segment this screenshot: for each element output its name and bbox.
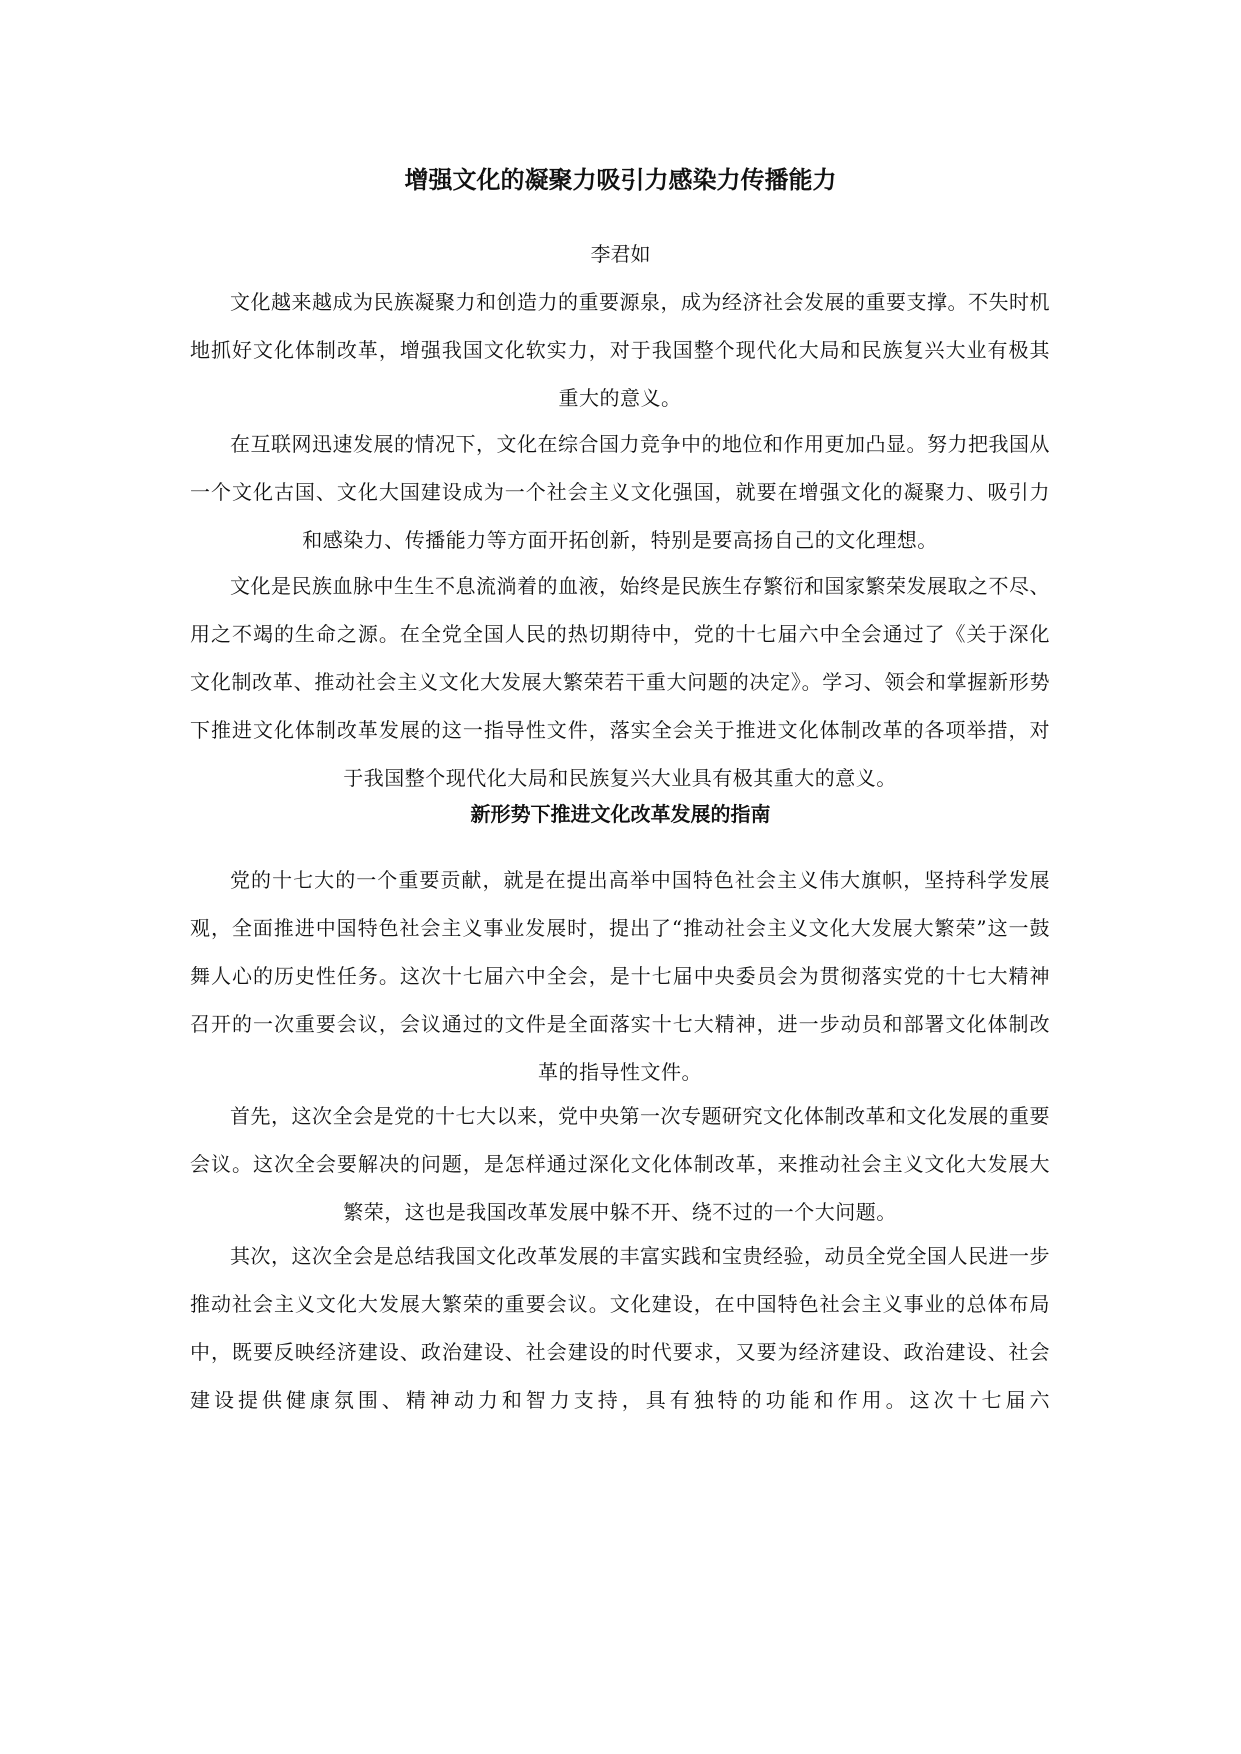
paragraph-intro-2: 在互联网迅速发展的情况下，文化在综合国力竞争中的地位和作用更加凸显。努力把我国从一个文化古国、文化大国建设成为一个社会主义文化强国，就要在增强文化的凝聚力、吸引力和感染力、传播能力等方面开拓创新，特别是要高扬自己的文化理想。 <box>190 432 1050 552</box>
section-paragraph-2: 首先，这次全会是党的十七大以来，党中央第一次专题研究文化体制改革和文化发展的重要会议。这次全会要解决的问题，是怎样通过深化文化体制改革，来推动社会主义文化大发展大繁荣，这也是我国改革发展中躲不开、绕不过的一个大问题。 <box>190 1104 1050 1224</box>
document-title: 增强文化的凝聚力吸引力感染力传播能力 <box>404 165 837 194</box>
author-name: 李君如 <box>590 242 651 266</box>
section-paragraph-3: 其次，这次全会是总结我国文化改革发展的丰富实践和宝贵经验，动员全党全国人民进一步推动社会主义文化大发展大繁荣的重要会议。文化建设，在中国特色社会主义事业的总体布局中，既要反映经济建设、政治建设、社会建设的时代要求，又要为经济建设、政治建设、社会建设提供健康氛围、精神动力和智力支持，具有独特的功能和作用。这次十七届六 <box>190 1244 1050 1412</box>
paragraph-intro-1: 文化越来越成为民族凝聚力和创造力的重要源泉，成为经济社会发展的重要支撑。不失时机地抓好文化体制改革，增强我国文化软实力，对于我国整个现代化大局和民族复兴大业有极其重大的意义。 <box>190 290 1050 410</box>
paragraph-intro-3: 文化是民族血脉中生生不息流淌着的血液，始终是民族生存繁衍和国家繁荣发展取之不尽、用之不竭的生命之源。在全党全国人民的热切期待中，党的十七届六中全会通过了《关于深化文化制改革、推动社会主义文化大发展大繁荣若干重大问题的决定》。学习、领会和掌握新形势下推进文化体制改革发展的这一指导性文件，落实全会关于推进文化体制改革的各项举措，对于我国整个现代化大局和民族复兴大业具有极其重大的意义。 <box>190 574 1050 790</box>
section-heading: 新形势下推进文化改革发展的指南 <box>470 802 771 826</box>
section-paragraph-1: 党的十七大的一个重要贡献，就是在提出高举中国特色社会主义伟大旗帜，坚持科学发展观，全面推进中国特色社会主义事业发展时，提出了“推动社会主义文化大发展大繁荣”这一鼓舞人心的历史性任务。这次十七届六中全会，是十七届中央委员会为贯彻落实党的十七大精神召开的一次重要会议，会议通过的文件是全面落实十七大精神，进一步动员和部署文化体制改革的指导性文件。 <box>190 868 1050 1084</box>
